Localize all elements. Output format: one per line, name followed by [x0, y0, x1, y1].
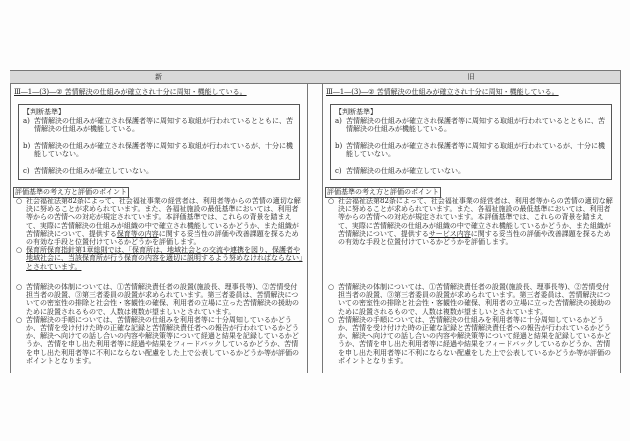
text-segment: に関する妥当性の評価や改善課題を探るための有効な手段と位置付けているかどうかを評価します。	[26, 229, 299, 247]
paragraph-group	[328, 197, 615, 246]
bullet-mark: ○	[16, 315, 23, 324]
section-title: Ⅲ―1―(3)―② 苦情解決の仕組みが確立され十分に周知・機能している。	[14, 88, 247, 96]
criteria-text: 苦情解決の仕組みが確立され保護者等に周知する取組が行われているとともに、苦情解決の仕組みが機能している。	[346, 116, 605, 134]
text-segment: 苦情解決の体制については、①苦情解決責任者の設置(施設長、理事長等)、②苦情受付担当者の設置、③第三者委員の設置が求められています。第三者委員は、苦情解決についての密室性の排除と社会性・客観性の確保、利用者の立場に立った苦情解決の援助のために設置されるもので、人数は複数が望ましいとされています。	[26, 283, 299, 316]
new-column	[10, 83, 307, 373]
points-label: 評価基準の考え方と評価のポイント	[15, 188, 127, 196]
underlined-revision: 保育所保育指針第1章総則では、「保育所は、地域社会との交流や連携を図り、保護者や地域社会に、当該保育所が行う保育の内容を適切に説明するよう努めなければならない」とされています。	[26, 246, 303, 271]
text-segment: 苦情解決の手順については、苦情解決の仕組みを利用者等に十分周知しているかどうか、苦情を受け付けた時の正確な記録と苦情解決責任者への報告が行われているかどうか、解決へ向けての話し合いの内容や解決策等について経過と結果を記録しているかどうか、苦情を申し出た利用者等に経過や結果をフィードバックしているかどうか、苦情を申し出た利用者等に不利にならない配慮をした上で公表しているかどうか等が評価のポイントとなります。	[26, 315, 299, 365]
underlined-revision: サービス内容	[428, 229, 471, 238]
bullet-paragraph	[328, 283, 615, 316]
paragraph-group	[328, 283, 615, 365]
bullet-paragraph	[16, 283, 303, 316]
bullet-paragraph	[328, 197, 615, 246]
text-segment: 苦情解決の体制については、①苦情解決責任者の設置(施設長、理事長等)、②苦情受付担当者の設置、③第三者委員の設置が求められています。第三者委員は、苦情解決についての密室性の排除と社会性・客観性の確保、利用者の立場に立った苦情解決の援助のために設置されるもので、人数は複数が望ましいとされています。	[338, 283, 611, 316]
paragraph-text	[338, 283, 615, 316]
text-segment: 社会福祉法第82条によって、社会福祉事業の経営者は、利用者等からの苦情の適切な解決に努めることが求められています。また、各福祉施設の最低基準においては、利用者等からの苦情への対応が規定されています。本評価基準では、これらの背景を踏まえて、実際に苦情解決の仕組みが組織の中で確立され機能しているかどうか、また組織が苦情解決について、提供する	[26, 197, 301, 238]
bullet-mark: ○	[16, 246, 23, 255]
bullet-paragraph	[328, 316, 615, 365]
criteria-mark: c)	[335, 166, 342, 175]
bullet-paragraph	[16, 316, 303, 365]
criteria-text: 苦情解決の仕組みが確立され保護者等に周知する取組が行われているが、十分に機能していない。	[34, 141, 293, 159]
criteria-mark: b)	[335, 141, 343, 150]
bullet-mark: ○	[328, 197, 335, 205]
criteria-mark: a)	[23, 116, 30, 125]
criteria-mark: a)	[335, 116, 342, 125]
criteria-label: 【判断基準】	[335, 108, 377, 116]
bullet-paragraph	[16, 246, 303, 271]
criteria-text: 苦情解決の仕組みが確立していない。	[34, 166, 153, 175]
text-segment: に関する妥当性の評価や改善課題を探るための有効な手段と位置付けているかどうかを評価します。	[338, 229, 611, 247]
criteria-item	[23, 142, 295, 159]
paragraph-text	[26, 197, 303, 246]
bullet-mark: ○	[328, 283, 335, 291]
table-border-right	[620, 70, 621, 373]
criteria-mark: c)	[23, 166, 30, 175]
criteria-item	[23, 117, 295, 134]
old-column	[322, 83, 620, 373]
paragraph-text	[26, 316, 303, 365]
bullet-mark: ○	[16, 197, 23, 205]
criteria-item	[23, 167, 295, 176]
criteria-text: 苦情解決の仕組みが確立していない。	[346, 166, 465, 175]
column-header-gap	[307, 70, 322, 84]
column-header-new: 新	[10, 70, 307, 84]
criteria-box	[330, 104, 612, 180]
criteria-label: 【判断基準】	[23, 108, 65, 116]
table-border-new-right	[307, 70, 308, 373]
bullet-paragraph	[16, 197, 303, 246]
paragraph-text	[26, 246, 303, 271]
paragraph-text	[338, 316, 615, 365]
text-segment: 苦情解決の手順については、苦情解決の仕組みを利用者等に十分周知しているかどうか、苦情を受け付けた時の正確な記録と苦情解決責任者への報告が行われているかどうか、解決へ向けての話し合いの内容や解決策等について経過と結果を記録しているかどうか、苦情を申し出た利用者等に経過や結果をフィードバックしているかどうか、苦情を申し出た利用者等に不利にならない配慮をした上で公表しているかどうか等が評価のポイントとなります。	[338, 315, 611, 365]
criteria-item	[335, 167, 607, 176]
paragraph-text	[338, 197, 615, 246]
section-title: Ⅲ―1―(3)―② 苦情解決の仕組みが確立され十分に周知・機能している。	[326, 88, 559, 96]
criteria-mark: b)	[23, 141, 31, 150]
criteria-text: 苦情解決の仕組みが確立され保護者等に周知する取組が行われているとともに、苦情解決の仕組みが機能している。	[34, 116, 293, 134]
criteria-item	[335, 142, 607, 159]
paragraph-group	[16, 283, 303, 365]
criteria-text: 苦情解決の仕組みが確立され保護者等に周知する取組が行われているが、十分に機能していない。	[346, 141, 605, 159]
criteria-item	[335, 117, 607, 134]
text-segment: 社会福祉法第82条によって、社会福祉事業の経営者は、利用者等からの苦情の適切な解決に努めることが求められています。また、各福祉施設の最低基準においては、利用者等からの苦情への対応が規定されています。本評価基準では、これらの背景を踏まえて、実際に苦情解決の仕組みが組織の中で確立され機能しているかどうか、また組織が苦情解決について、提供する	[338, 197, 613, 238]
bullet-mark: ○	[16, 283, 23, 291]
underlined-revision: 保育等の内容	[116, 229, 159, 238]
paragraph-text	[26, 283, 303, 316]
bullet-mark: ○	[328, 315, 335, 324]
criteria-box	[18, 104, 300, 180]
column-header-old: 旧	[322, 70, 620, 84]
paragraph-group	[16, 197, 303, 271]
points-label: 評価基準の考え方と評価のポイント	[327, 188, 439, 196]
